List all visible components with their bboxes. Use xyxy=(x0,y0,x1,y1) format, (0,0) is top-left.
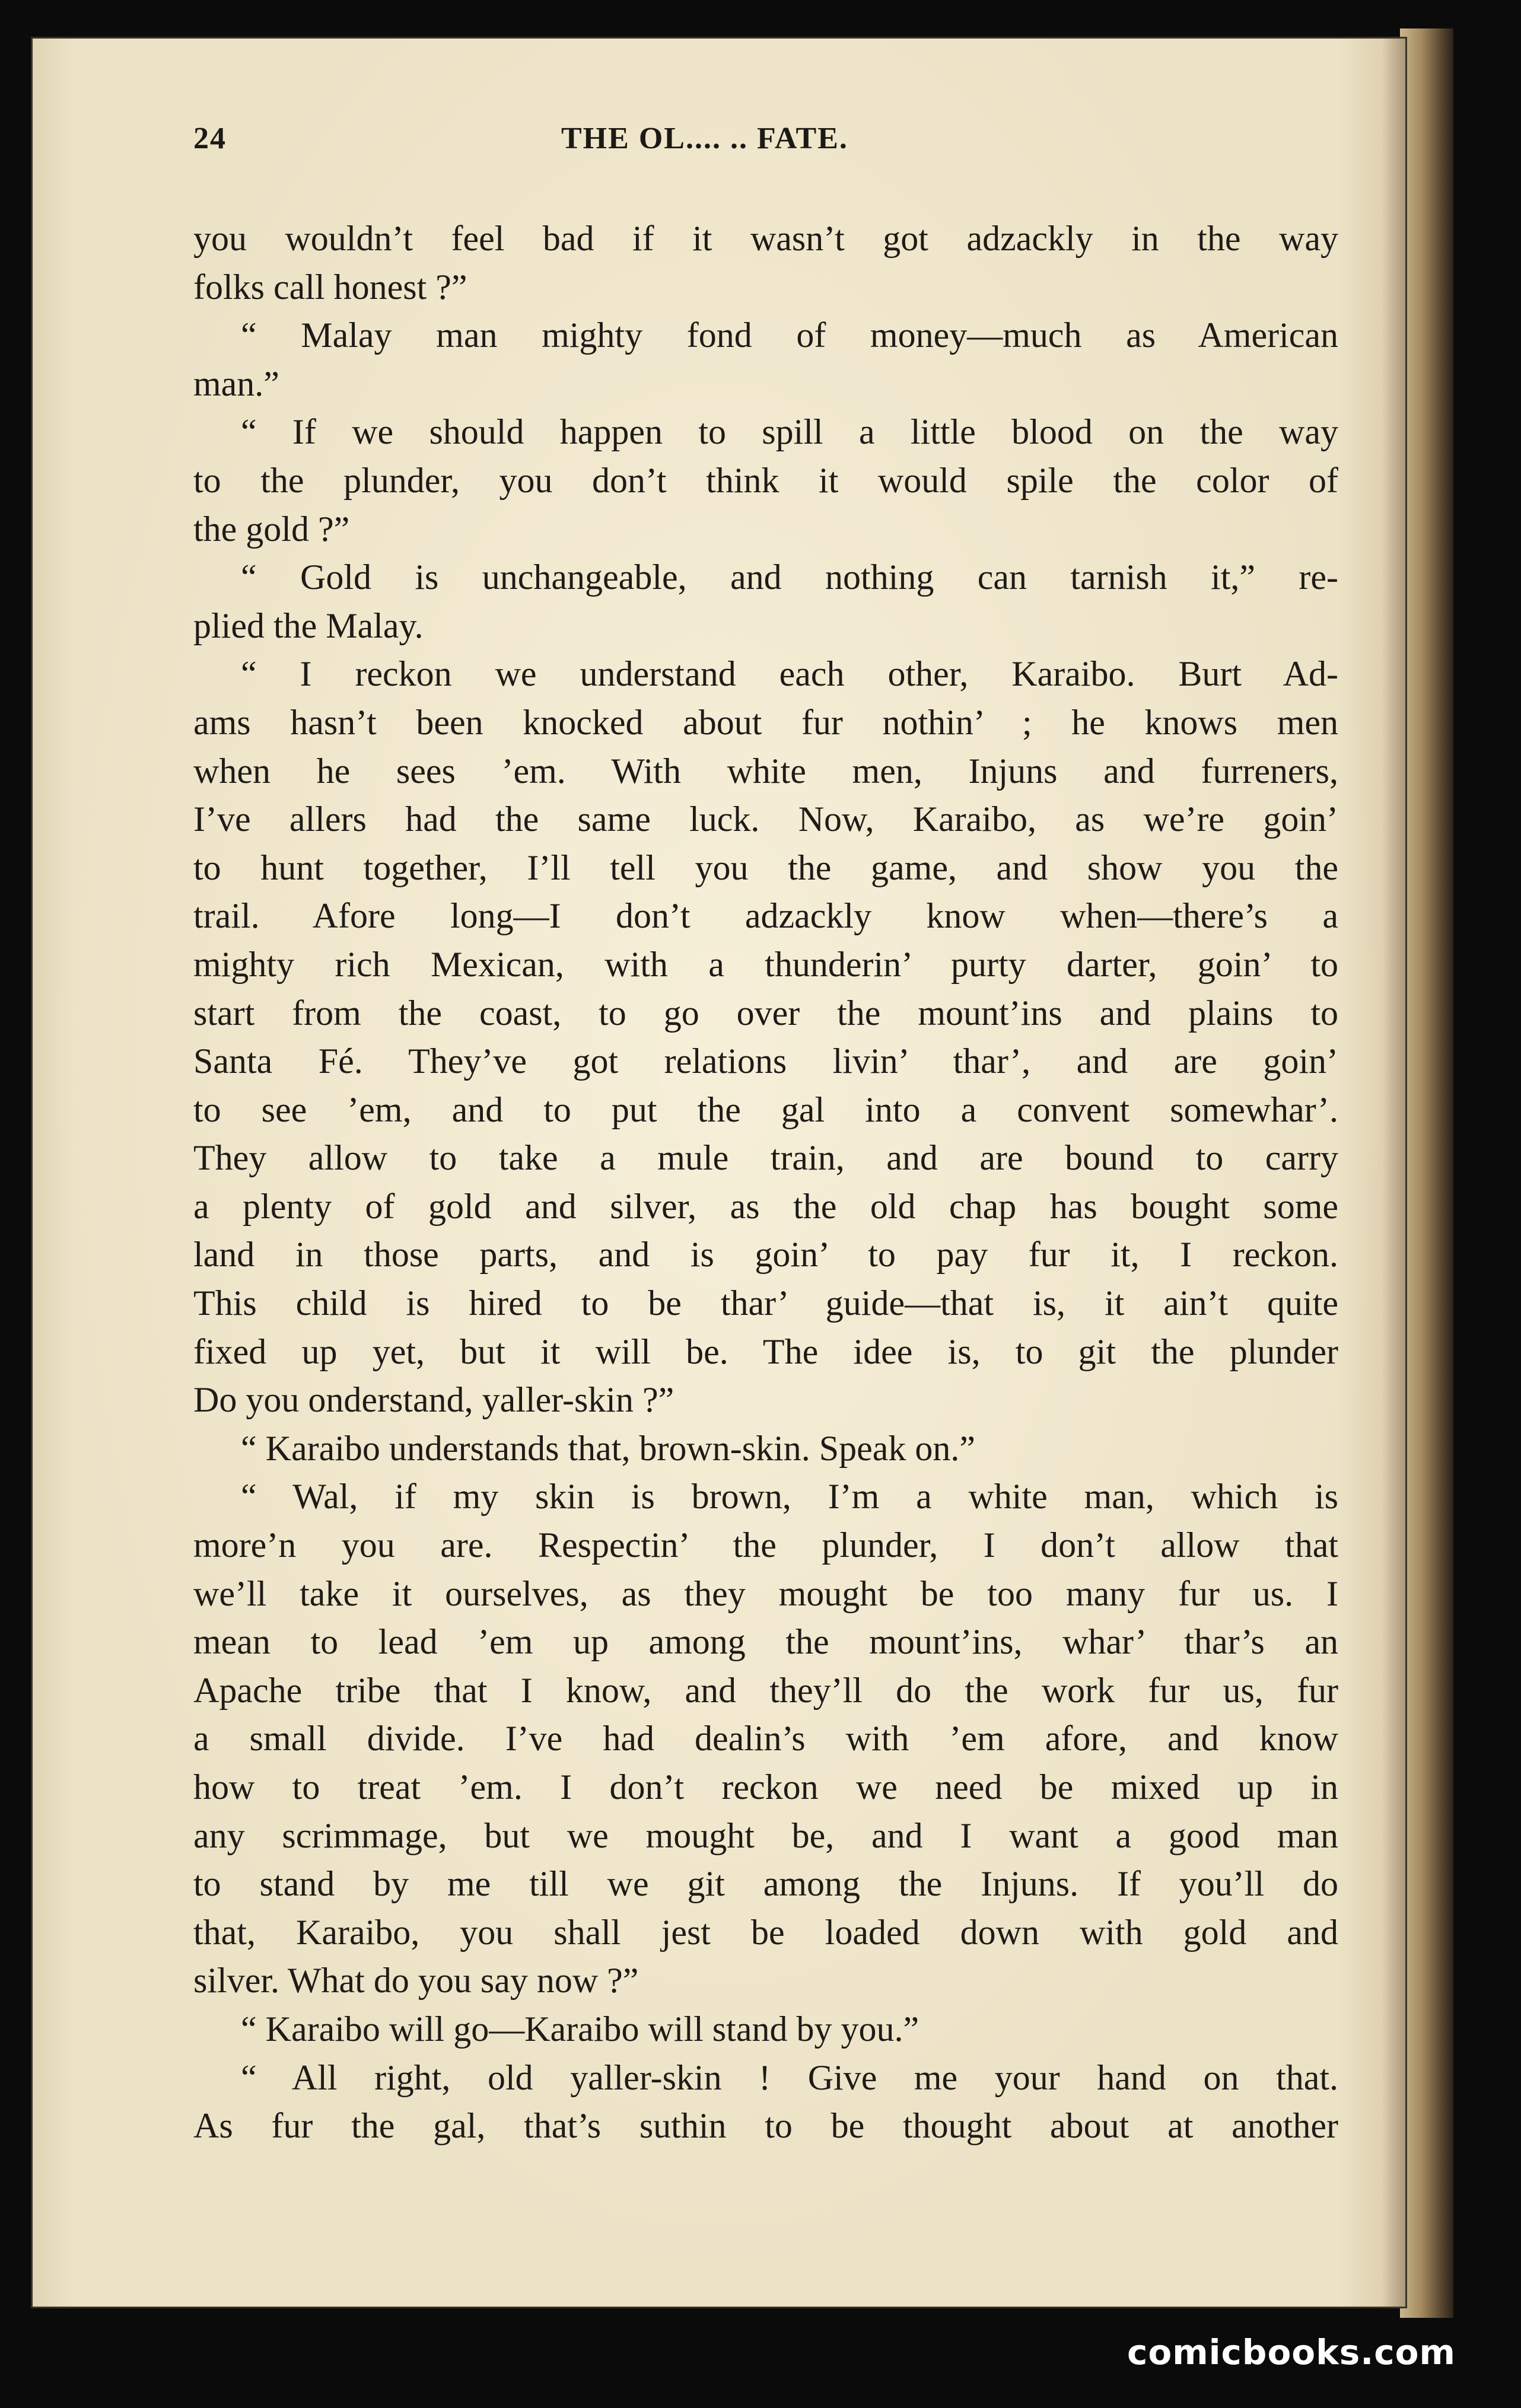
text-line: silver. What do you say now ?” xyxy=(193,1961,639,2001)
page-edge xyxy=(1400,28,1453,2318)
text-line: folks call honest ?” xyxy=(193,267,467,307)
text-line: you wouldn’t feel bad if it wasn’t got adzackly in the way xyxy=(193,219,1338,258)
text-line: how to treat ’em. I don’t reckon we need be mixed up in xyxy=(193,1767,1338,1807)
text-line: “ Wal, if my skin is brown, I’m a white man, which is xyxy=(241,1477,1338,1517)
text-line: This child is hired to be thar’ guide—that is, it ain’t quite xyxy=(193,1283,1338,1323)
text-line: Apache tribe that I know, and they’ll do the work fur us, fur xyxy=(193,1670,1338,1710)
text-line: more’n you are. Respectin’ the plunder, I don’t allow that xyxy=(193,1525,1338,1565)
text-line: I’ve allers had the same luck. Now, Karaibo, as we’re goin’ xyxy=(193,800,1338,839)
body-text xyxy=(193,215,1338,2151)
text-line: “ I reckon we understand each other, Karaibo. Burt Ad- xyxy=(241,654,1338,694)
text-line: trail. Afore long—I don’t adzackly know when—there’s a xyxy=(193,896,1338,936)
text-line: As fur the gal, that’s suthin to be thought about at another xyxy=(193,2106,1338,2146)
text-line: mighty rich Mexican, with a thunderin’ purty darter, goin’ to xyxy=(193,944,1338,984)
text-line: to stand by me till we git among the Injuns. If you’ll do xyxy=(193,1864,1338,1904)
text-line: “ Karaibo understands that, brown-skin. Speak on.” xyxy=(241,1428,976,1468)
running-head xyxy=(193,121,1338,163)
site-watermark: comicbooks.com xyxy=(1127,2332,1456,2372)
text-line: Santa Fé. They’ve got relations livin’ thar’, and are goin’ xyxy=(193,1041,1338,1081)
text-line: land in those parts, and is goin’ to pay fur it, I reckon. xyxy=(193,1235,1338,1275)
text-line: to see ’em, and to put the gal into a convent somewhar’. xyxy=(193,1090,1338,1129)
running-title: THE OL.... .. FATE. xyxy=(561,122,848,155)
page-number: 24 xyxy=(193,122,227,155)
text-line: “ If we should happen to spill a little blood on the way xyxy=(241,412,1338,452)
text-line: mean to lead ’em up among the mount’ins, whar’ thar’s an xyxy=(193,1622,1338,1662)
text-line: the gold ?” xyxy=(193,509,350,549)
text-line: “ Gold is unchangeable, and nothing can tarnish it,” re- xyxy=(241,558,1338,597)
text-line: that, Karaibo, you shall jest be loaded down with gold and xyxy=(193,1912,1338,1952)
text-line: we’ll take it ourselves, as they mought be too many fur us. I xyxy=(193,1574,1338,1613)
text-line: plied the Malay. xyxy=(193,606,424,645)
text-line: They allow to take a mule train, and are bound to carry xyxy=(193,1138,1338,1178)
text-line: ams hasn’t been knocked about fur nothin’ ; he knows men xyxy=(193,702,1338,742)
text-line: “ All right, old yaller-skin ! Give me your hand on that. xyxy=(241,2057,1338,2097)
text-line: to hunt together, I’ll tell you the game, and show you the xyxy=(193,848,1338,887)
text-line: to the plunder, you don’t think it would spile the color of xyxy=(193,460,1338,500)
text-line: Do you onderstand, yaller-skin ?” xyxy=(193,1380,674,1420)
text-line: man.” xyxy=(193,364,279,403)
text-line: “ Karaibo will go—Karaibo will stand by you.” xyxy=(241,2009,919,2049)
text-line: when he sees ’em. With white men, Injuns and furreners, xyxy=(193,751,1338,791)
text-line: a small divide. I’ve had dealin’s with ’em afore, and know xyxy=(193,1719,1338,1759)
text-line: start from the coast, to go over the mount’ins and plains to xyxy=(193,993,1338,1033)
text-line: a plenty of gold and silver, as the old chap has bought some xyxy=(193,1186,1338,1226)
page-curl-shadow xyxy=(1382,37,1406,2308)
text-line: “ Malay man mighty fond of money—much as American xyxy=(241,316,1338,355)
text-line: fixed up yet, but it will be. The idee is, to git the plunder xyxy=(193,1332,1338,1371)
text-line: any scrimmage, but we mought be, and I want a good man xyxy=(193,1815,1338,1855)
